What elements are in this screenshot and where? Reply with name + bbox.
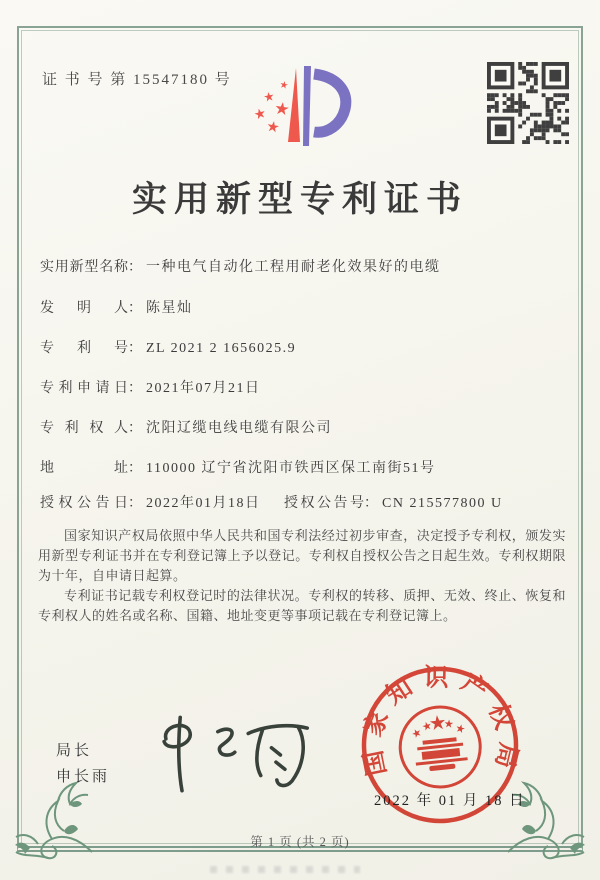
legal-text	[38, 526, 566, 626]
field-label: 地址	[40, 461, 128, 476]
grant-date-value: 2022年01月18日	[146, 496, 261, 511]
certificate-number: 证 书 号 第 15547180 号	[42, 72, 232, 88]
field-value: ZL 2021 2 1656025.9	[146, 341, 297, 356]
commissioner-name: 申长雨	[56, 769, 111, 785]
official-seal	[341, 646, 539, 844]
field-row-address: 地址： 110000 辽宁省沈阳市铁西区保工南街51号	[40, 457, 435, 477]
field-value: 110000 辽宁省沈阳市铁西区保工南街51号	[146, 461, 436, 476]
field-row-inventor: 发明人： 陈星灿	[40, 297, 193, 317]
field-row-filing-date: 专利申请日： 2021年07月21日	[40, 377, 261, 397]
national-emblem-icon	[396, 703, 484, 791]
seal-ring-text: 国家知识产权局	[358, 664, 522, 781]
field-row-grant: 授权公告日： 2022年01月18日 授权公告号： CN 215577800 U	[40, 492, 261, 512]
seal-date: 2022 年 01 月 18 日	[374, 793, 526, 809]
field-label: 专利号	[40, 341, 128, 356]
commissioner-block	[56, 738, 110, 790]
legal-paragraph-1: 国家知识产权局依照中华人民共和国专利法经过初步审查，决定授予专利权，颁发实用新型专利证书并在专利登记簿上予以登记。专利权自授权公告之日起生效。专利权期限为十年，自申请日起算。	[38, 528, 566, 583]
field-value: 一种电气自动化工程用耐老化效果好的电缆	[146, 260, 441, 275]
field-value: 2021年07月21日	[146, 381, 261, 396]
field-value: 沈阳辽缆电线电缆有限公司	[146, 421, 332, 436]
commissioner-role: 局长	[56, 743, 93, 759]
field-row-patent-number: 专利号： ZL 2021 2 1656025.9	[40, 337, 296, 357]
field-row-utility-model-name: 实用新型名称： 一种电气自动化工程用耐老化效果好的电缆	[40, 256, 441, 276]
qr-code	[487, 62, 569, 144]
next-page-bleed-through	[210, 866, 360, 873]
certificate-title: 实用新型专利证书	[131, 180, 468, 219]
field-label: 专利权人	[40, 421, 128, 436]
field-row-patentee: 专利权人： 沈阳辽缆电线电缆有限公司	[40, 417, 332, 437]
grant-number-group: 授权公告号： CN 215577800 U	[284, 492, 503, 512]
grant-number-label: 授权公告号	[284, 496, 364, 511]
field-label: 发明人	[40, 301, 128, 316]
field-value: 陈星灿	[146, 301, 193, 316]
page-indicator: 第 1 页 (共 2 页)	[250, 835, 350, 849]
grant-number-value: CN 215577800 U	[382, 496, 503, 511]
field-label: 实用新型名称	[40, 260, 128, 275]
field-label: 专利申请日	[40, 381, 128, 396]
commissioner-signature	[148, 712, 318, 797]
cnipa-logo-icon	[232, 54, 368, 166]
grant-date-label: 授权公告日	[40, 496, 128, 511]
legal-paragraph-2: 专利证书记载专利权登记时的法律状况。专利权的转移、质押、无效、终止、恢复和专利权人的姓名或名称、国籍、地址变更等事项记载在专利登记簿上。	[38, 588, 566, 623]
